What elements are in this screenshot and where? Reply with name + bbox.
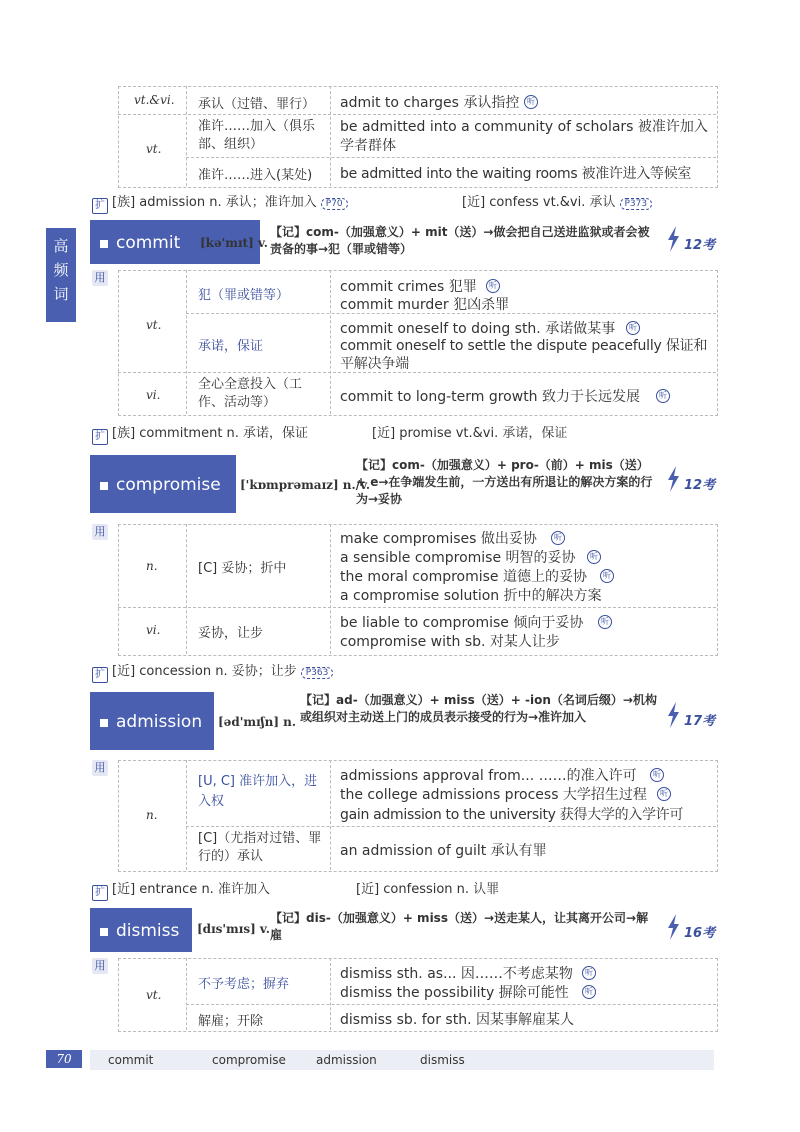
admission-frequency: 17考 (684, 714, 716, 729)
lightning-icon (666, 702, 680, 728)
audio-badge-icon[interactable]: 听 (587, 550, 601, 564)
admission-example-2: an admission of guilt 承认有罪 (340, 843, 547, 859)
commit-word: commit (116, 233, 181, 253)
dismiss-example-1b: dismiss the possibility 摒除可能性 (340, 985, 569, 1001)
audio-badge-icon[interactable]: 听 (650, 768, 664, 782)
admission-header (90, 692, 214, 750)
audio-badge-icon[interactable]: 听 (486, 279, 500, 293)
admission-meaning-2: [C]（尤指对过错、罪行的）承认 (198, 831, 322, 864)
compromise-word: compromise (116, 475, 221, 495)
compromise-pos-vi: vi. (146, 623, 161, 637)
dismiss-phonetic: [dɪs'mɪs] v. (197, 922, 270, 936)
commit-meaning-3: 全心全意投入（工作、活动等） (198, 377, 303, 410)
compromise-header (90, 455, 236, 513)
admit-meaning-1: 承认（过错、罪行） (198, 97, 316, 112)
footer-word[interactable]: commit (108, 1053, 154, 1067)
compromise-meaning-2: 妥协，让步 (198, 626, 264, 641)
compromise-example-2b: compromise with sb. 对某人让步 (340, 634, 560, 650)
page-number: 70 (46, 1050, 82, 1068)
compromise-memo: 【记】com-（加强意义）+ pro-（前）+ mis（送）+ e→在争端发生前，一方送出有所退让的解决方案的行为→妥协 (356, 458, 653, 506)
dismiss-word: dismiss (116, 921, 180, 941)
lightning-icon (666, 914, 680, 940)
commit-extension: 扩 [族] commitment n. 承诺，保证 (92, 422, 308, 445)
footer-word[interactable]: admission (316, 1053, 377, 1067)
commit-extension-right: [近] promise vt.&vi. 承诺，保证 (372, 426, 568, 441)
lightning-icon (666, 226, 680, 252)
admission-memo: 【记】ad-（加强意义）+ miss（送）+ -ion（名词后缀）→机构或组织对主动送上门的成员表示接受的行为→准许加入 (300, 693, 657, 724)
compromise-pos-n: n. (146, 559, 158, 573)
dismiss-memo: 【记】dis-（加强意义）+ miss（送）→送走某人，让其离开公司→解雇 (270, 911, 649, 942)
usage-icon: 用 (92, 270, 108, 286)
compromise-example-1a: make compromises 做出妥协 (340, 531, 537, 547)
dismiss-frequency: 16考 (684, 926, 716, 941)
admit-example-2: be admitted into a community of scholars 被准许加入学者群体 (340, 119, 708, 154)
compromise-meaning-1: [C] 妥协；折中 (198, 561, 287, 576)
admit-example-3: be admitted into the waiting rooms 被准许进入等候室 (340, 166, 692, 182)
usage-icon: 用 (92, 958, 108, 974)
compromise-example-1c: the moral compromise 道德上的妥协 (340, 569, 587, 585)
compromise-frequency: 12考 (684, 478, 716, 493)
admit-extension: 扩 [族] admission n. 承认；准许加入 P70 (92, 191, 348, 214)
page-ref-link[interactable]: P70 (321, 198, 348, 210)
footer-word[interactable]: dismiss (420, 1053, 465, 1067)
compromise-phonetic: ['kɒmprəmaɪz] n./v. (240, 478, 371, 492)
lightning-icon (666, 466, 680, 492)
compromise-extension: 扩 [近] concession n. 妥协；让步 P363 (92, 660, 333, 683)
admit-pos-2: vt. (146, 142, 162, 156)
audio-badge-icon[interactable]: 听 (626, 321, 640, 335)
compromise-example-2a: be liable to compromise 倾向于妥协 (340, 615, 584, 631)
dismiss-meaning-2: 解雇；开除 (198, 1014, 264, 1029)
side-tab-high-frequency (46, 228, 76, 322)
admission-word: admission (116, 712, 203, 732)
dismiss-example-2: dismiss sb. for sth. 因某事解雇某人 (340, 1012, 574, 1028)
commit-example-2a: commit oneself to doing sth. 承诺做某事 (340, 321, 616, 337)
admit-extension-right: [近] confess vt.&vi. 承认 P373 (462, 191, 652, 210)
dismiss-pos-vt: vt. (146, 988, 162, 1002)
admit-meaning-3: 准许……进入(某处) (198, 168, 313, 183)
compromise-example-1d: a compromise solution 折中的解决方案 (340, 588, 602, 604)
page-ref-link[interactable]: P373 (620, 198, 653, 210)
audio-badge-icon[interactable]: 听 (551, 531, 565, 545)
commit-memo: 【记】com-（加强意义）+ mit（送）→做会把自己送进监狱或者会被责备的事→犯（罪或错等） (270, 225, 650, 256)
commit-example-2b: commit oneself to settle the dispute peacefully 保证和平解决争端 (340, 338, 708, 372)
dismiss-meaning-1: 不予考虑；摒弃 (198, 977, 290, 992)
footer-word-strip (90, 1050, 714, 1070)
commit-example-3: commit to long-term growth 致力于长远发展 (340, 389, 641, 405)
admit-pos-1: vt.&vi. (134, 93, 175, 107)
page-ref-link[interactable]: P363 (301, 667, 334, 679)
audio-badge-icon[interactable]: 听 (582, 966, 596, 980)
usage-icon: 用 (92, 524, 108, 540)
extend-icon: 扩 (92, 885, 108, 901)
commit-phonetic: [kə'mɪt] v. (200, 236, 268, 250)
audio-badge-icon[interactable]: 听 (582, 985, 596, 999)
extend-icon: 扩 (92, 429, 108, 445)
admit-meaning-2: 准许……加入（俱乐部、组织） (198, 119, 316, 152)
audio-badge-icon[interactable]: 听 (524, 95, 538, 109)
admission-meaning-1: [U, C] 准许加入，进入权 (198, 774, 318, 809)
admission-phonetic: [əd'mɪʃn] n. (218, 715, 297, 729)
audio-badge-icon[interactable]: 听 (657, 787, 671, 801)
admission-extension: 扩 [近] entrance n. 准许加入 (92, 878, 270, 901)
commit-pos-vt: vt. (146, 318, 162, 332)
admission-example-1a: admissions approval from... ……的准入许可 (340, 768, 637, 784)
usage-icon: 用 (92, 760, 108, 776)
dismiss-header (90, 908, 192, 952)
admission-pos-n: n. (146, 808, 158, 822)
commit-meaning-1: 犯（罪或错等） (198, 288, 290, 303)
audio-badge-icon[interactable]: 听 (600, 569, 614, 583)
commit-frequency: 12考 (684, 238, 716, 253)
audio-badge-icon[interactable]: 听 (656, 389, 670, 403)
side-tab-label: 高频词 (53, 237, 69, 303)
commit-example-1a: commit crimes 犯罪 (340, 279, 477, 295)
commit-example-1b: commit murder 犯凶杀罪 (340, 297, 510, 313)
commit-meaning-2: 承诺，保证 (198, 339, 264, 354)
audio-badge-icon[interactable]: 听 (598, 615, 612, 629)
compromise-example-1b: a sensible compromise 明智的妥协 (340, 550, 576, 566)
dismiss-example-1a: dismiss sth. as... 因……不考虑某物 (340, 966, 573, 982)
extend-icon: 扩 (92, 667, 108, 683)
admission-extension-right: [近] confession n. 认罪 (356, 882, 500, 897)
admit-example-1: admit to charges 承认指控 (340, 95, 520, 111)
extend-icon: 扩 (92, 198, 108, 214)
admission-example-1c: gain admission to the university 获得大学的入学许可 (340, 807, 684, 823)
commit-pos-vi: vi. (146, 388, 161, 402)
footer-word[interactable]: compromise (212, 1053, 286, 1067)
admission-example-1b: the college admissions process 大学招生过程 (340, 787, 647, 803)
